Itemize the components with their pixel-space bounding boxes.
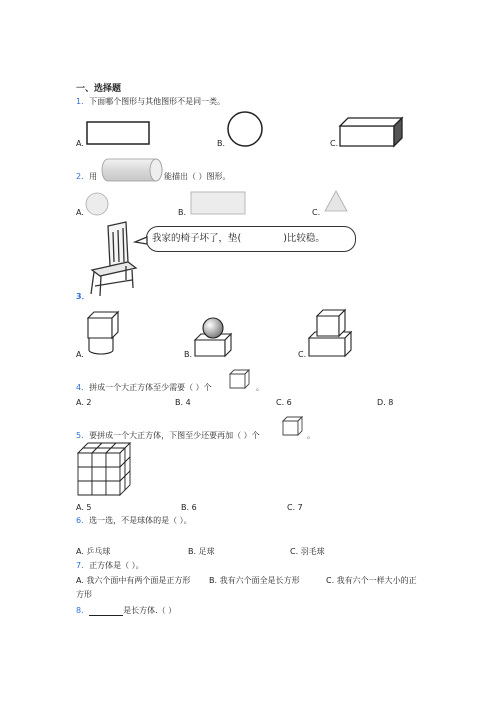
- circle-shape: [226, 110, 264, 148]
- option-c-label: C.: [298, 350, 307, 359]
- cylinder-icon: [100, 157, 164, 183]
- option-d: D. 8: [377, 398, 394, 407]
- option-c: C. 我有六个一样大小的正: [326, 576, 417, 585]
- option-b: B. 我有六个面全是长方形: [209, 576, 300, 585]
- speech-bubble-text: [152, 233, 325, 245]
- option-c: C. 7: [287, 503, 303, 512]
- bubble-tail: [134, 236, 148, 246]
- question-3: [76, 292, 90, 302]
- rectangle-shape: [86, 121, 150, 145]
- triangle-shape: [324, 190, 348, 212]
- question-text: 正方体是（ ）。: [89, 561, 144, 570]
- small-cube-icon: [282, 416, 304, 436]
- option-a: A. 2: [76, 398, 92, 407]
- question-number: 8．: [76, 606, 90, 615]
- option-c: C. 6: [276, 398, 292, 407]
- sphere-on-cuboid: [193, 316, 233, 358]
- option-c-label: C.: [312, 208, 321, 217]
- cuboid-shape: [338, 116, 404, 148]
- question-text: 要拼成一个大正方体，下图至少还要再加（ ）个: [89, 431, 260, 440]
- question-4: [76, 383, 212, 393]
- option-b-label: B.: [184, 350, 193, 359]
- question-7: [76, 561, 144, 571]
- cube-on-cylinder: [86, 310, 120, 356]
- option-b-label: B.: [178, 208, 187, 217]
- option-b: B. 足球: [188, 547, 215, 556]
- question-number: 1．: [76, 97, 90, 106]
- question-end: 。: [256, 383, 264, 392]
- option-c: C. 羽毛球: [290, 547, 325, 556]
- question-number: 6．: [76, 516, 90, 525]
- question-end: 。: [307, 431, 315, 440]
- bubble-text-after: )比较稳。: [283, 233, 325, 244]
- cube-stack-illustration: [77, 444, 135, 498]
- question-number: 2．: [76, 172, 90, 181]
- question-number: 3．: [76, 292, 90, 301]
- option-a-label: A.: [76, 350, 84, 359]
- question-text: 选一选，不是球体的是（ ）。: [89, 516, 192, 525]
- question-1: [76, 97, 225, 107]
- option-a: A. 我六个面中有两个面是正方形: [76, 576, 191, 585]
- question-text: 能描出（ ）图形。: [164, 172, 231, 181]
- question-6: [76, 516, 192, 526]
- question-text: 拼成一个大正方体至少需要（ ）个: [89, 383, 212, 392]
- question-text: 是长方体.（ ）: [123, 606, 177, 615]
- small-cube-icon: [229, 369, 251, 389]
- option-a: A. 5: [76, 503, 92, 512]
- option-c-label: C.: [330, 139, 339, 148]
- question-2-start: [76, 172, 97, 182]
- circle-shape: [85, 192, 109, 216]
- cube-on-cuboid: [307, 306, 353, 358]
- option-a-label: A.: [76, 208, 84, 217]
- option-b: B. 4: [175, 398, 191, 407]
- option-b-label: B.: [217, 139, 226, 148]
- option-a-label: A.: [76, 139, 84, 148]
- answer-blank[interactable]: [89, 607, 123, 616]
- section-title: 一、选择题: [76, 84, 122, 94]
- question-text: 下面哪个图形与其他图形不是同一类。: [89, 97, 226, 106]
- option-b: B. 6: [181, 503, 197, 512]
- question-number: 4．: [76, 383, 90, 392]
- question-number: 7．: [76, 561, 90, 570]
- broken-chair-illustration: [88, 222, 148, 296]
- question-number: 5．: [76, 431, 90, 440]
- bubble-text-before: 我家的椅子坏了，垫(: [152, 233, 242, 244]
- question-text: 用: [89, 172, 98, 181]
- option-c-continued: 方形: [76, 590, 92, 599]
- question-8: [76, 606, 176, 616]
- question-5: [76, 431, 260, 441]
- rectangle-shape: [190, 191, 246, 215]
- option-a: A. 乒乓球: [76, 547, 111, 556]
